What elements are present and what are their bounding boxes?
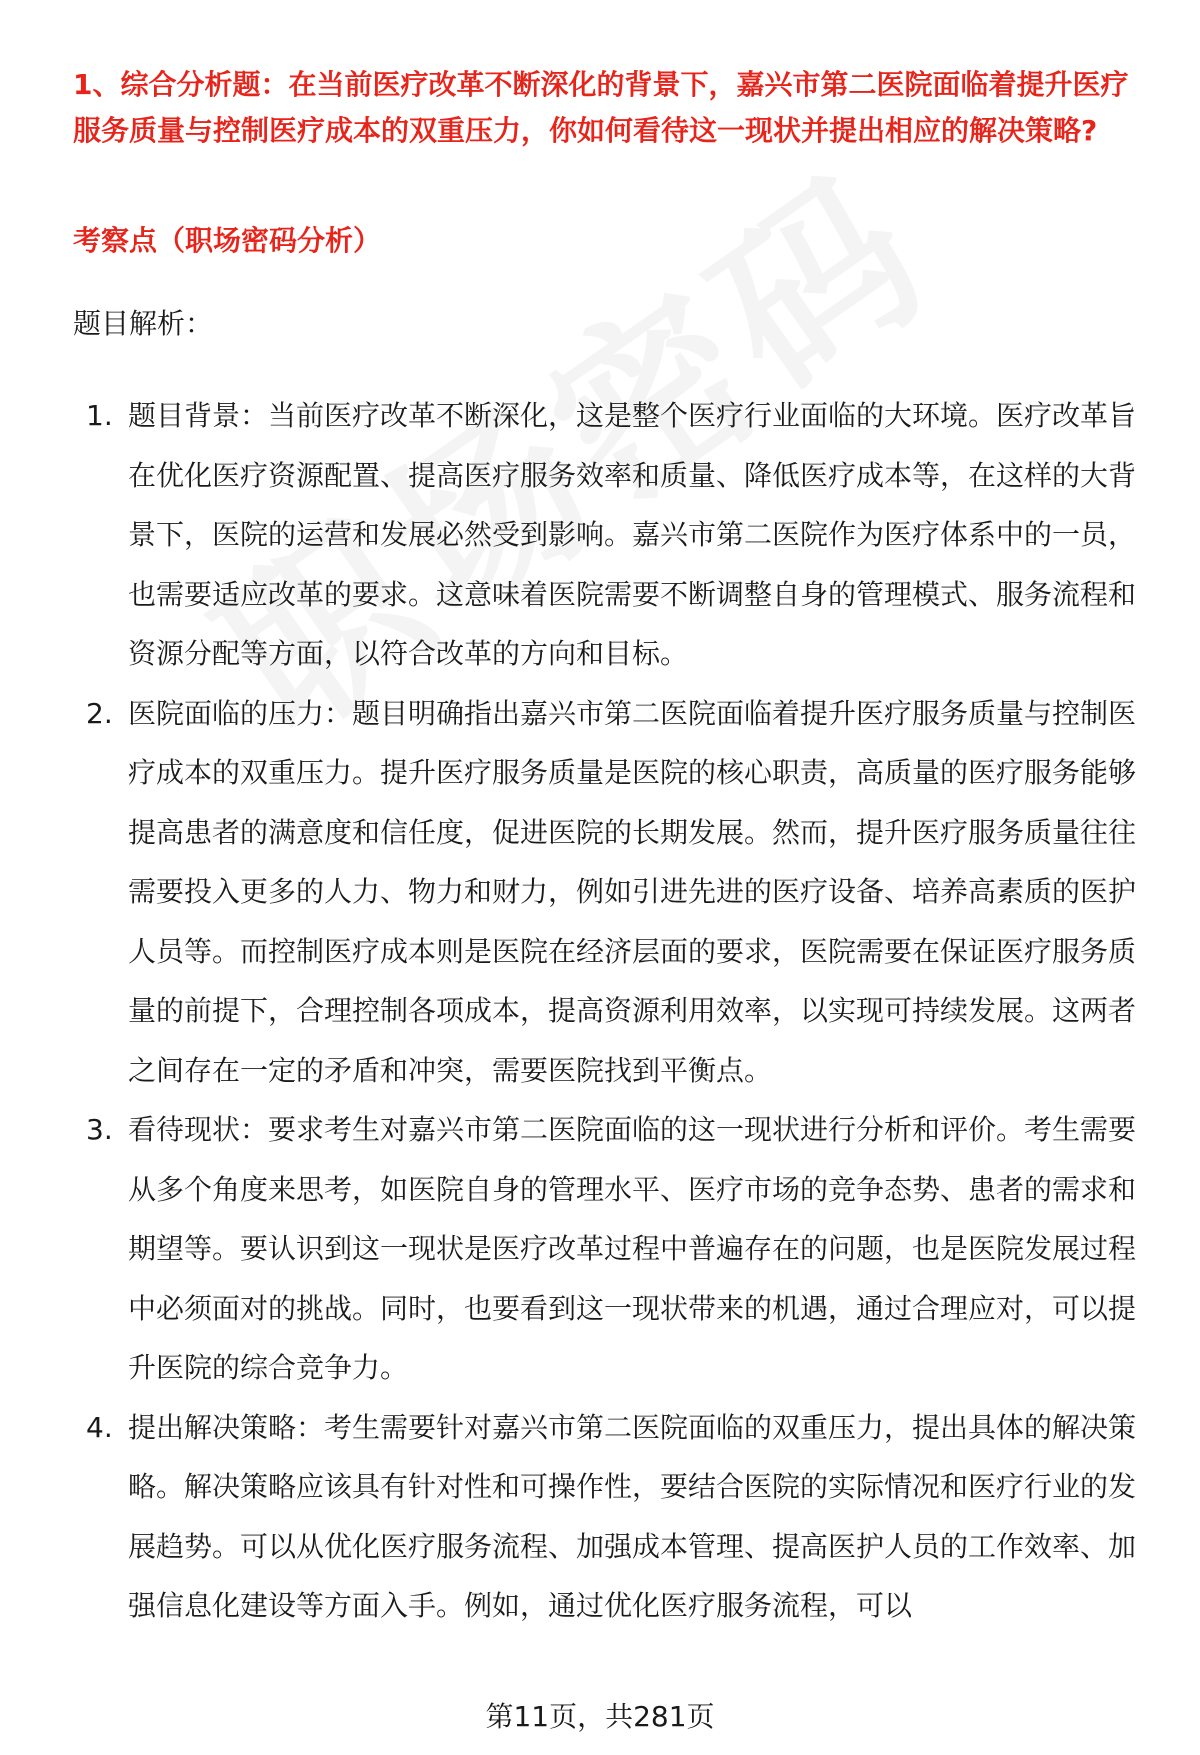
question-heading: 1、综合分析题：在当前医疗改革不断深化的背景下，嘉兴市第二医院面临着提升医疗服务质量与控制医疗成本的双重压力，你如何看待这一现状并提出相应的解决策略? [73, 68, 1129, 147]
list-item [0, 386, 1144, 684]
list-item-number: 2. [86, 696, 113, 730]
list-item [0, 684, 1144, 1101]
list-item-text: 看待现状：要求考生对嘉兴市第二医院面临的这一现状进行分析和评价。考生需要从多个角度来思考，如医院自身的管理水平、医疗市场的竞争态势、患者的需求和期望等。要认识到这一现状是医疗改革过程中普遍存在的问题，也是医院发展过程中必须面对的挑战。同时，也要看到这一现状带来的机遇，通过合理应对，可以提升医院的综合竞争力。 [128, 1113, 1137, 1384]
list-item-number: 1. [86, 399, 113, 432]
list-item [0, 1398, 1144, 1636]
analysis-subheading: 题目解析： [73, 307, 214, 340]
section-title: 考察点（职场密码分析） [73, 224, 382, 257]
list-item-text: 医院面临的压力：题目明确指出嘉兴市第二医院面临着提升医疗服务质量与控制医疗成本的双重压力。提升医疗服务质量是医院的核心职责，高质量的医疗服务能够提高患者的满意度和信任度，促进医院的长期发展。然而，提升医疗服务质量往往需要投入更多的人力、物力和财力，例如引进先进的医疗设备、培养高素质的医护人员等。而控制医疗成本则是医院在经济层面的要求，医院需要在保证医疗服务质量的前提下，合理控制各项成本，提高资源利用效率，以实现可持续发展。这两者之间存在一定的矛盾和冲突，需要医院找到平衡点。 [128, 696, 1137, 1087]
list-item-number: 4. [86, 1410, 113, 1444]
list-item [0, 1100, 1144, 1398]
list-item-number: 3. [86, 1113, 113, 1146]
page-footer: 第11页，共281页 [485, 1700, 715, 1733]
analysis-list [0, 386, 1200, 1636]
list-item-text: 提出解决策略：考生需要针对嘉兴市第二医院面临的双重压力，提出具体的解决策略。解决策略应该具有针对性和可操作性，要结合医院的实际情况和医疗行业的发展趋势。可以从优化医疗服务流程、加强成本管理、提高医护人员的工作效率、加强信息化建设等方面入手。例如，通过优化医疗服务流程，可以 [128, 1410, 1137, 1622]
list-item-text: 题目背景：当前医疗改革不断深化，这是整个医疗行业面临的大环境。医疗改革旨在优化医疗资源配置、提高医疗服务效率和质量、降低医疗成本等，在这样的大背景下，医院的运营和发展必然受到影响。嘉兴市第二医院作为医疗体系中的一员，也需要适应改革的要求。这意味着医院需要不断调整自身的管理模式、服务流程和资源分配等方面，以符合改革的方向和目标。 [128, 399, 1137, 670]
